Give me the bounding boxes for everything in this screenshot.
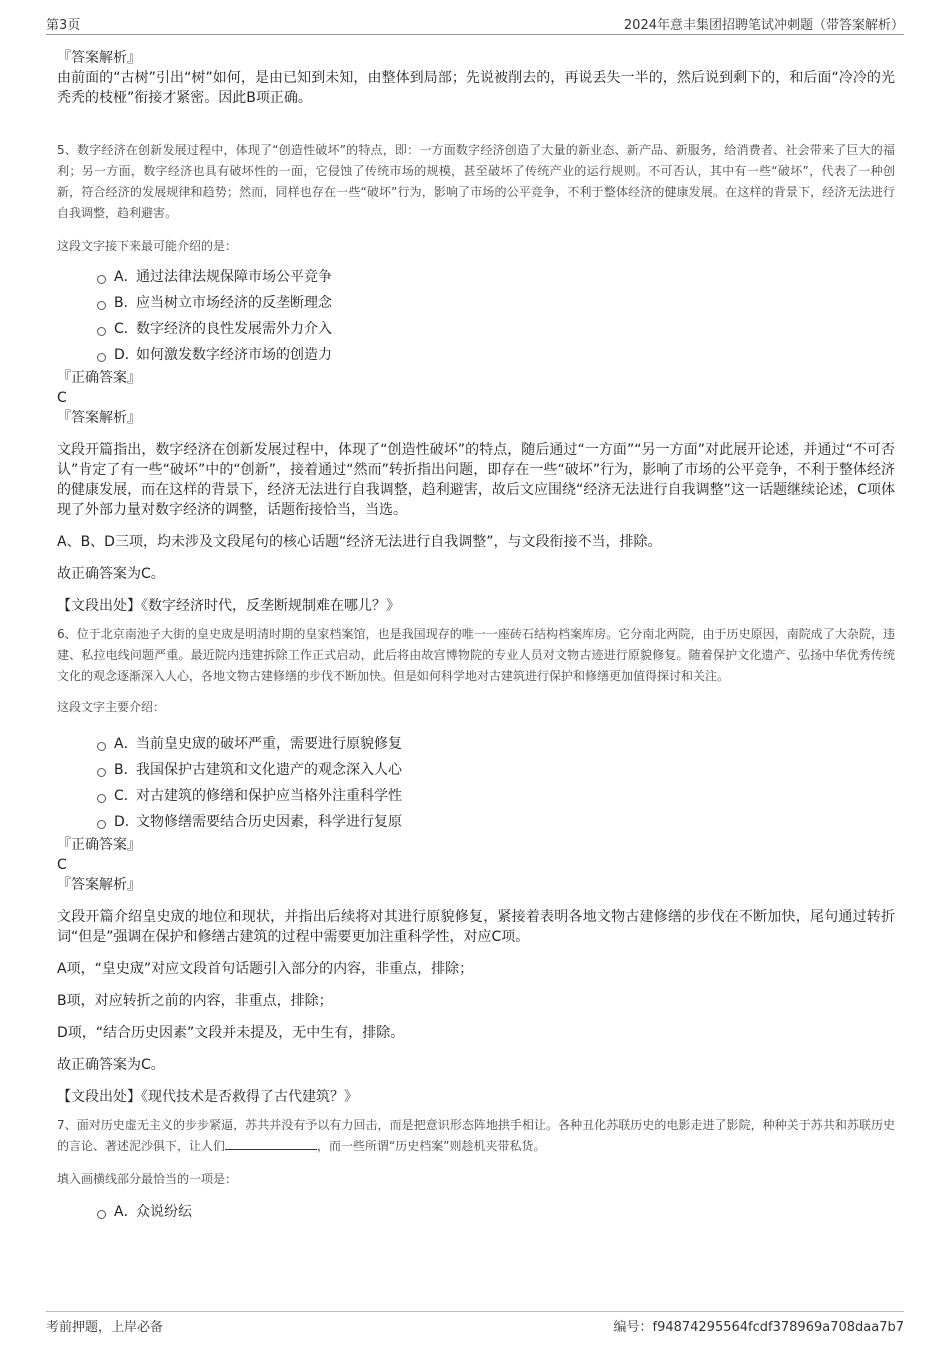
radio-icon[interactable] [97,353,106,362]
q6-analysis-label: 『答案解析』 [57,877,141,893]
q5-option-a[interactable]: A． 通过法律法规保障市场公平竞争 [97,264,895,290]
q5-analysis-3: 故正确答案为C。 [57,566,165,582]
q5-option-c[interactable]: C． 数字经济的良性发展需外力介入 [97,316,895,342]
q5-option-d[interactable]: D． 如何激发数字经济市场的创造力 [97,342,895,368]
q5-source: 【文段出处】《数字经济时代，反垄断规制难在哪儿？》 [57,598,400,614]
q5-prompt: 这段文字接下来最可能介绍的是： [57,239,238,253]
document-body [57,48,895,1225]
page-number: 第3页 [46,18,81,33]
q6-option-d[interactable]: D． 文物修缮需要结合历史因素，科学进行复原 [97,809,895,835]
radio-icon[interactable] [97,327,106,336]
q7-options [97,1199,895,1225]
q5-correct-answer: C [57,390,67,406]
q6-prompt: 这段文字主要介绍： [57,700,166,714]
radio-icon[interactable] [97,275,106,284]
q6-options [97,731,895,835]
q6-option-b[interactable]: B． 我国保护古建筑和文化遗产的观念深入人心 [97,757,895,783]
q5-options [97,264,895,368]
page-header [46,14,904,35]
radio-icon[interactable] [97,820,106,829]
q7-text: 7、面对历史虚无主义的步步紧逼，苏共并没有予以有力回击，而是把意识形态阵地拱手相让。各种丑化苏联历史的电影走进了影院，种种关于苏共和苏联历史的言论、著述泥沙俱下，让人们 ，而一些所谓“历史档案”则趁机夹带私货。 [57,1118,895,1153]
q4-analysis: 由前面的“古树”引出“树”如何，是由已知到未知，由整体到局部；先说被削去的，再说丢失一半的，然后说到剩下的，和后面“冷冷的光秃秃的枝桠”衔接才紧密。因此B项正确。 [57,70,895,106]
q6-analysis-1: 文段开篇介绍皇史宬的地位和现状，并指出后续将对其进行原貌修复，紧接着表明各地文物古建修缮的步伐在不断加快，尾句通过转折词“但是”强调在保护和修缮古建筑的过程中需要更加注重科学性，对应C项。 [57,909,895,945]
document-title: 2024年意丰集团招聘笔试冲刺题（带答案解析） [623,18,904,33]
q5-option-b[interactable]: B． 应当树立市场经济的反垄断理念 [97,290,895,316]
q7-option-a[interactable]: A． 众说纷纭 [97,1199,895,1225]
q5-text: 5、数字经济在创新发展过程中，体现了“创造性破坏”的特点，即：一方面数字经济创造了大量的新业态、新产品、新服务，给消费者、社会带来了巨大的福利；另一方面，数字经济也具有破坏性的一面，它侵蚀了传统市场的规模，甚至破坏了传统产业的运行规则。不可否认，其中有一些“破坏”，代表了一种创新，符合经济的发展规律和趋势；然而，同样也存在一些“破坏”行为，影响了市场的公平竞争，不利于整体经济的健康发展。在这样的背景下，经济无法进行自我调整，趋利避害。 [57,143,895,220]
q6-analysis-3: B项，对应转折之前的内容，非重点，排除； [57,993,333,1009]
q6-source: 【文段出处】《现代技术是否救得了古代建筑？》 [57,1089,358,1105]
q6-correct-answer: C [57,857,67,873]
footer-slogan: 考前押题，上岸必备 [46,1320,164,1335]
q5-analysis-1: 文段开篇指出，数字经济在创新发展过程中，体现了“创造性破坏”的特点，随后通过“一方面”“另一方面”对此展开论述，并通过“不可否认”肯定了有一些“破坏”中的“创新”，接着通过“然而”转折指出问题，即存在一些“破坏”行为，影响了市场的公平竞争，不利于整体经济的健康发展，而在这样的背景下，经济无法进行自我调整，趋利避害，故后文应围绕“经济无法进行自我调整”这一话题继续论述，C项体现了外部力量对数字经济的调整，话题衔接恰当，当选。 [57,442,895,518]
fill-blank [225,1137,317,1150]
radio-icon[interactable] [97,794,106,803]
page-footer [46,1311,904,1338]
q6-correct-label: 『正确答案』 [57,837,141,853]
q6-text: 6、位于北京南池子大街的皇史宬是明清时期的皇家档案馆，也是我国现存的唯一一座砖石结构档案库房。它分南北两院，由于历史原因，南院成了大杂院，违建、私拉电线问题严重。最近院内违建拆除工作正式启动，此后将由故宫博物院的专业人员对文物古迹进行原貌修复。随着保护文化遗产、弘扬中华优秀传统文化的观念逐渐深入人心，各地文物古建修缮的步伐不断加快。但是如何科学地对古建筑进行保护和修缮更加值得探讨和关注。 [57,627,895,683]
radio-icon[interactable] [97,1210,106,1219]
q6-analysis-2: A项，“皇史宬”对应文段首句话题引入部分的内容，非重点，排除； [57,961,474,977]
radio-icon[interactable] [97,301,106,310]
q6-option-c[interactable]: C． 对古建筑的修缮和保护应当格外注重科学性 [97,783,895,809]
q4-analysis-label: 『答案解析』 [57,50,141,66]
document-code: 编号：f94874295564fcdf378969a708daa7b7 [613,1320,904,1335]
q6-analysis-5: 故正确答案为C。 [57,1057,165,1073]
radio-icon[interactable] [97,742,106,751]
q5-analysis-2: A、B、D三项，均未涉及文段尾句的核心话题“经济无法进行自我调整”，与文段衔接不当，排除。 [57,534,662,550]
q6-analysis-4: D项，“结合历史因素”文段并未提及，无中生有，排除。 [57,1025,405,1041]
radio-icon[interactable] [97,768,106,777]
q7-prompt: 填入画横线部分最恰当的一项是： [57,1172,238,1186]
q5-correct-label: 『正确答案』 [57,370,141,386]
q6-option-a[interactable]: A． 当前皇史宬的破坏严重，需要进行原貌修复 [97,731,895,757]
q5-analysis-label: 『答案解析』 [57,410,141,426]
